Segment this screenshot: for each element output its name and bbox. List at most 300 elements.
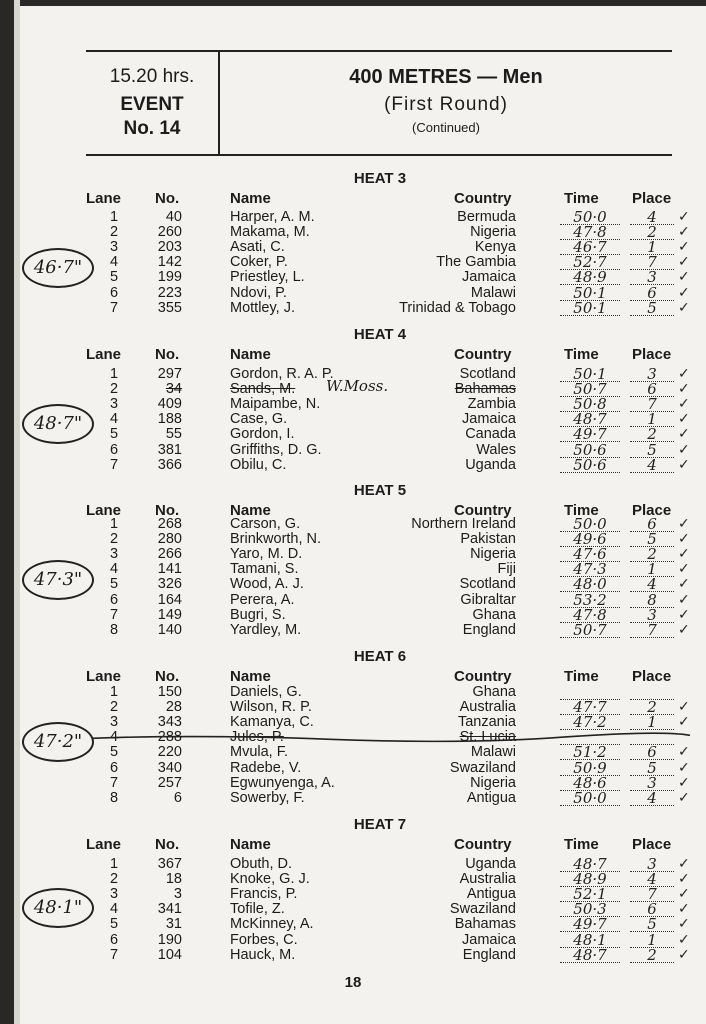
number-cell: 297 <box>157 366 182 382</box>
country-cell: Trinidad & Tobago <box>399 299 516 316</box>
lane-cell: 5 <box>109 916 119 933</box>
country-cell: The Gambia <box>436 254 516 271</box>
place-cell: 2 <box>630 427 674 442</box>
lane-cell: 4 <box>109 561 119 578</box>
circled-winning-time: 47·3" <box>22 560 94 600</box>
number-cell: 104 <box>157 946 182 963</box>
check-icon: ✓ <box>678 606 690 623</box>
place-cell: 4 <box>630 872 674 887</box>
country-cell: Scotland <box>459 576 516 593</box>
number-cell: 340 <box>157 759 182 776</box>
name-cell: Carson, G. <box>230 516 301 532</box>
page-number: 18 <box>344 974 362 991</box>
time-cell: 47·6 <box>560 547 620 562</box>
place-cell: 5 <box>630 532 674 547</box>
time-cell: 47·8 <box>560 225 620 240</box>
check-icon: ✓ <box>678 916 690 933</box>
place-cell: 3 <box>630 776 674 791</box>
place-cell: 1 <box>630 240 674 255</box>
name-cell: Francis, P. <box>230 886 298 903</box>
check-icon: ✓ <box>678 774 690 791</box>
column-header-time: Time <box>564 502 599 519</box>
name-cell: Forbes, C. <box>230 931 298 948</box>
time-cell: 48·7 <box>560 857 620 872</box>
time-cell: 50·6 <box>560 458 620 473</box>
number-cell: 142 <box>157 254 182 271</box>
circled-winning-time: 46·7" <box>22 248 94 288</box>
column-header-no: No. <box>155 668 180 685</box>
country-cell: Jamaica <box>462 411 516 428</box>
place-cell: 2 <box>630 948 674 963</box>
lane-cell: 6 <box>109 759 119 776</box>
country-cell: Australia <box>459 699 516 716</box>
number-cell: 203 <box>157 239 182 256</box>
name-cell: Yaro, M. D. <box>230 546 303 563</box>
column-header-time: Time <box>564 190 599 207</box>
number-cell: 257 <box>157 774 182 791</box>
time-cell: 50·7 <box>560 623 620 638</box>
lane-cell: 1 <box>109 366 119 382</box>
lane-cell: 8 <box>109 789 119 806</box>
name-cell: Radebe, V. <box>230 759 302 776</box>
lane-cell: 1 <box>109 856 119 872</box>
country-cell: Antigua <box>466 886 516 903</box>
country-cell: Zambia <box>467 396 516 413</box>
time-cell: 50·1 <box>560 301 620 316</box>
time-cell: 47·2 <box>560 715 620 730</box>
name-cell: Jules, P. <box>230 729 284 746</box>
check-icon: ✓ <box>678 576 690 593</box>
continued-label: (Continued) <box>412 120 480 135</box>
number-cell: 18 <box>165 871 182 888</box>
country-cell: Bahamas <box>454 916 516 933</box>
lane-cell: 4 <box>109 411 119 428</box>
place-cell: 8 <box>630 593 674 608</box>
check-icon: ✓ <box>678 366 690 382</box>
lane-cell: 3 <box>109 239 119 256</box>
column-header-lane: Lane <box>86 668 122 685</box>
country-cell: Malawi <box>470 284 516 301</box>
time-cell: 48·9 <box>560 270 620 285</box>
number-cell: 381 <box>157 441 182 458</box>
number-cell: 190 <box>157 931 182 948</box>
event-number: No. 14 <box>123 118 181 139</box>
check-icon: ✓ <box>678 426 690 443</box>
time-cell: 50·0 <box>560 210 620 225</box>
column-header-lane: Lane <box>86 346 122 363</box>
check-icon: ✓ <box>678 931 690 948</box>
number-cell: 28 <box>165 699 182 716</box>
place-cell: 3 <box>630 857 674 872</box>
lane-cell: 6 <box>109 931 119 948</box>
time-cell: 50·7 <box>560 382 620 397</box>
time-cell: 53·2 <box>560 593 620 608</box>
country-cell: Jamaica <box>462 269 516 286</box>
column-header-time: Time <box>564 346 599 363</box>
check-icon: ✓ <box>678 299 690 316</box>
check-icon: ✓ <box>678 561 690 578</box>
lane-cell: 5 <box>109 744 119 761</box>
place-cell: 5 <box>630 761 674 776</box>
number-cell: 3 <box>173 886 182 903</box>
event-time: 15.20 hrs. <box>109 66 195 87</box>
column-header-lane: Lane <box>86 502 122 519</box>
number-cell: 343 <box>157 714 182 731</box>
place-cell: 7 <box>630 887 674 902</box>
place-cell: 6 <box>630 517 674 532</box>
name-cell: Maipambe, N. <box>230 396 321 413</box>
time-cell: 48·7 <box>560 948 620 963</box>
number-cell: 280 <box>157 531 182 548</box>
name-cell: Makama, M. <box>230 224 310 241</box>
time-cell: 47·8 <box>560 608 620 623</box>
place-cell: 5 <box>630 917 674 932</box>
place-cell: 7 <box>630 397 674 412</box>
column-header-place: Place <box>632 836 672 853</box>
column-header-place: Place <box>632 346 672 363</box>
name-cell: Wilson, R. P. <box>230 699 312 716</box>
heat-title: HEAT 6 <box>353 648 407 665</box>
lane-cell: 6 <box>109 284 119 301</box>
column-header-lane: Lane <box>86 836 122 853</box>
check-icon: ✓ <box>678 759 690 776</box>
heat-title: HEAT 7 <box>353 816 407 833</box>
country-cell: Gibraltar <box>460 591 516 608</box>
country-cell: Antigua <box>466 789 516 806</box>
lane-cell: 7 <box>109 946 119 963</box>
place-cell: 1 <box>630 562 674 577</box>
circled-winning-time: 47·2" <box>22 722 94 762</box>
time-cell: 48·6 <box>560 776 620 791</box>
name-cell: Kamanya, C. <box>230 714 314 731</box>
place-cell: 3 <box>630 270 674 285</box>
country-cell: Kenya <box>474 239 516 256</box>
country-cell: Northern Ireland <box>411 516 516 532</box>
country-cell: Uganda <box>465 456 516 473</box>
country-cell: Nigeria <box>470 546 516 563</box>
event-label: EVENT <box>120 94 184 115</box>
time-cell: 50·3 <box>560 902 620 917</box>
name-cell: Sands, M. <box>230 381 296 398</box>
check-icon: ✓ <box>678 546 690 563</box>
column-header-place: Place <box>632 190 672 207</box>
event-round: (First Round) <box>384 94 508 115</box>
name-cell: Yardley, M. <box>230 621 302 638</box>
number-cell: 55 <box>165 426 182 443</box>
time-cell: 48·0 <box>560 577 620 592</box>
check-icon: ✓ <box>678 901 690 918</box>
column-header-country: Country <box>454 190 512 207</box>
name-cell: Mvula, F. <box>230 744 289 761</box>
place-cell: 6 <box>630 902 674 917</box>
time-cell: 50·0 <box>560 791 620 806</box>
name-cell: Tofile, Z. <box>230 901 285 918</box>
time-cell: 49·6 <box>560 532 620 547</box>
lane-cell: 2 <box>109 224 119 241</box>
lane-cell: 3 <box>109 714 119 731</box>
lane-cell: 1 <box>109 209 119 225</box>
time-cell: 47·3 <box>560 562 620 577</box>
time-cell: 52·7 <box>560 255 620 270</box>
country-cell: Nigeria <box>470 224 516 241</box>
column-header-name: Name <box>230 346 271 363</box>
time-cell: 49·7 <box>560 427 620 442</box>
country-cell: Ghana <box>472 684 516 700</box>
place-cell: 7 <box>630 255 674 270</box>
place-cell: 4 <box>630 210 674 225</box>
country-cell: Scotland <box>459 366 516 382</box>
time-cell: 50·1 <box>560 367 620 382</box>
name-cell: Harper, A. M. <box>230 209 315 225</box>
column-header-no: No. <box>155 836 180 853</box>
check-icon: ✓ <box>678 456 690 473</box>
check-icon: ✓ <box>678 621 690 638</box>
lane-cell: 3 <box>109 886 119 903</box>
country-cell: Bahamas <box>454 381 516 398</box>
column-header-no: No. <box>155 190 180 207</box>
time-cell: 49·7 <box>560 917 620 932</box>
place-cell: 1 <box>630 715 674 730</box>
lane-cell: 3 <box>109 396 119 413</box>
number-cell: 288 <box>157 729 182 746</box>
lane-cell: 8 <box>109 621 119 638</box>
circled-winning-time: 48·1" <box>22 888 94 928</box>
place-cell: 4 <box>630 577 674 592</box>
lane-cell: 3 <box>109 546 119 563</box>
name-cell: Gordon, I. <box>230 426 295 443</box>
number-cell: 140 <box>157 621 182 638</box>
number-cell: 341 <box>157 901 182 918</box>
check-icon: ✓ <box>678 209 690 225</box>
number-cell: 188 <box>157 411 182 428</box>
number-cell: 141 <box>157 561 182 578</box>
name-cell: Ndovi, P. <box>230 284 287 301</box>
country-cell: Jamaica <box>462 931 516 948</box>
country-cell: Nigeria <box>470 774 516 791</box>
time-cell: 50·1 <box>560 286 620 301</box>
lane-cell: 2 <box>109 871 119 888</box>
number-cell: 199 <box>157 269 182 286</box>
place-cell: 3 <box>630 367 674 382</box>
name-cell: Bugri, S. <box>230 606 286 623</box>
number-cell: 268 <box>157 516 182 532</box>
country-cell: Tanzania <box>457 714 516 731</box>
country-cell: Uganda <box>465 856 516 872</box>
check-icon: ✓ <box>678 441 690 458</box>
name-cell: Tamani, S. <box>230 561 299 578</box>
place-cell: 5 <box>630 443 674 458</box>
check-icon: ✓ <box>678 886 690 903</box>
country-cell: Swaziland <box>449 901 516 918</box>
name-cell: Gordon, R. A. P. <box>230 366 334 382</box>
number-cell: 164 <box>157 591 182 608</box>
lane-cell: 7 <box>109 299 119 316</box>
check-icon: ✓ <box>678 699 690 716</box>
time-cell: 50·8 <box>560 397 620 412</box>
heat-title: HEAT 3 <box>353 170 407 187</box>
scratch-line-path <box>92 733 690 741</box>
place-cell: 1 <box>630 412 674 427</box>
time-cell: 52·1 <box>560 887 620 902</box>
name-cell: McKinney, A. <box>230 916 314 933</box>
name-cell: Brinkworth, N. <box>230 531 322 548</box>
lane-cell: 7 <box>109 606 119 623</box>
place-cell: 2 <box>630 700 674 715</box>
column-header-place: Place <box>632 668 672 685</box>
column-header-no: No. <box>155 346 180 363</box>
place-cell: 5 <box>630 301 674 316</box>
place-cell: 6 <box>630 286 674 301</box>
time-cell: 50·6 <box>560 443 620 458</box>
name-cell: Daniels, G. <box>230 684 302 700</box>
column-header-lane: Lane <box>86 190 122 207</box>
column-header-time: Time <box>564 836 599 853</box>
name-cell: Priestley, L. <box>230 269 305 286</box>
number-cell: 150 <box>157 684 182 700</box>
time-cell: 47·7 <box>560 700 620 715</box>
check-icon: ✓ <box>678 856 690 872</box>
handwritten-note: W.Moss. <box>326 377 389 396</box>
country-cell: Bermuda <box>457 209 516 225</box>
country-cell: Malawi <box>470 744 516 761</box>
lane-cell: 7 <box>109 456 119 473</box>
check-icon: ✓ <box>678 591 690 608</box>
check-icon: ✓ <box>678 411 690 428</box>
lane-cell: 2 <box>109 699 119 716</box>
name-cell: Obilu, C. <box>230 456 287 473</box>
country-cell: Wales <box>476 441 516 458</box>
time-cell: 51·2 <box>560 745 620 760</box>
name-cell: Asati, C. <box>230 239 285 256</box>
time-cell: 50·0 <box>560 517 620 532</box>
check-icon: ✓ <box>678 284 690 301</box>
circled-winning-time: 48·7" <box>22 404 94 444</box>
check-icon: ✓ <box>678 254 690 271</box>
place-cell: 4 <box>630 458 674 473</box>
check-icon: ✓ <box>678 789 690 806</box>
number-cell: 149 <box>157 606 182 623</box>
lane-cell: 5 <box>109 426 119 443</box>
column-header-country: Country <box>454 502 512 519</box>
place-cell: 2 <box>630 225 674 240</box>
country-cell: St. Lucia <box>459 729 516 746</box>
name-cell: Case, G. <box>230 411 288 428</box>
column-header-name: Name <box>230 668 271 685</box>
place-cell: 6 <box>630 382 674 397</box>
name-cell: Sowerby, F. <box>230 789 305 806</box>
check-icon: ✓ <box>678 946 690 963</box>
number-cell: 366 <box>157 456 182 473</box>
country-cell: Swaziland <box>449 759 516 776</box>
check-icon: ✓ <box>678 516 690 532</box>
time-cell: 48·9 <box>560 872 620 887</box>
column-header-name: Name <box>230 836 271 853</box>
number-cell: 367 <box>157 856 182 872</box>
lane-cell: 6 <box>109 591 119 608</box>
number-cell: 220 <box>157 744 182 761</box>
country-cell: Canada <box>465 426 516 443</box>
lane-cell: 6 <box>109 441 119 458</box>
check-icon: ✓ <box>678 381 690 398</box>
column-header-no: No. <box>155 502 180 519</box>
check-icon: ✓ <box>678 269 690 286</box>
time-cell: 48·7 <box>560 412 620 427</box>
column-header-name: Name <box>230 190 271 207</box>
check-icon: ✓ <box>678 744 690 761</box>
lane-cell: 4 <box>109 254 119 271</box>
time-cell: 46·7 <box>560 240 620 255</box>
check-icon: ✓ <box>678 531 690 548</box>
name-cell: Egwunyenga, A. <box>230 774 335 791</box>
country-cell: Ghana <box>472 606 516 623</box>
place-cell: 1 <box>630 933 674 948</box>
name-cell: Coker, P. <box>230 254 288 271</box>
column-header-country: Country <box>454 836 512 853</box>
name-cell: Obuth, D. <box>230 856 293 872</box>
country-cell: England <box>462 946 516 963</box>
place-cell: 7 <box>630 623 674 638</box>
name-cell: Knoke, G. J. <box>230 871 310 888</box>
country-cell: Australia <box>459 871 516 888</box>
heat-title: HEAT 5 <box>353 482 407 499</box>
country-cell: England <box>462 621 516 638</box>
lane-cell: 2 <box>109 531 119 548</box>
lane-cell: 7 <box>109 774 119 791</box>
number-cell: 6 <box>173 789 182 806</box>
check-icon: ✓ <box>678 224 690 241</box>
country-cell: Pakistan <box>460 531 516 548</box>
number-cell: 31 <box>165 916 182 933</box>
number-cell: 34 <box>165 381 182 398</box>
lane-cell: 2 <box>109 381 119 398</box>
number-cell: 266 <box>157 546 182 563</box>
number-cell: 355 <box>157 299 182 316</box>
name-cell: Hauck, M. <box>230 946 296 963</box>
name-cell: Perera, A. <box>230 591 295 608</box>
number-cell: 40 <box>165 209 182 225</box>
number-cell: 409 <box>157 396 182 413</box>
column-header-name: Name <box>230 502 271 519</box>
number-cell: 326 <box>157 576 182 593</box>
heat-title: HEAT 4 <box>353 326 407 343</box>
column-header-country: Country <box>454 668 512 685</box>
lane-cell: 1 <box>109 516 119 532</box>
column-header-time: Time <box>564 668 599 685</box>
lane-cell: 1 <box>109 684 119 700</box>
check-icon: ✓ <box>678 871 690 888</box>
lane-cell: 5 <box>109 576 119 593</box>
time-cell: 48·1 <box>560 933 620 948</box>
number-cell: 223 <box>157 284 182 301</box>
column-header-country: Country <box>454 346 512 363</box>
place-cell: 3 <box>630 608 674 623</box>
check-icon: ✓ <box>678 239 690 256</box>
name-cell: Griffiths, D. G. <box>230 441 322 458</box>
check-icon: ✓ <box>678 714 690 731</box>
check-icon: ✓ <box>678 396 690 413</box>
country-cell: Fiji <box>497 561 516 578</box>
lane-cell: 5 <box>109 269 119 286</box>
lane-cell: 4 <box>109 729 119 746</box>
number-cell: 260 <box>157 224 182 241</box>
place-cell: 2 <box>630 547 674 562</box>
place-cell: 4 <box>630 791 674 806</box>
name-cell: Mottley, J. <box>230 299 295 316</box>
lane-cell: 4 <box>109 901 119 918</box>
place-cell: 6 <box>630 745 674 760</box>
time-cell: 50·9 <box>560 761 620 776</box>
column-header-place: Place <box>632 502 672 519</box>
